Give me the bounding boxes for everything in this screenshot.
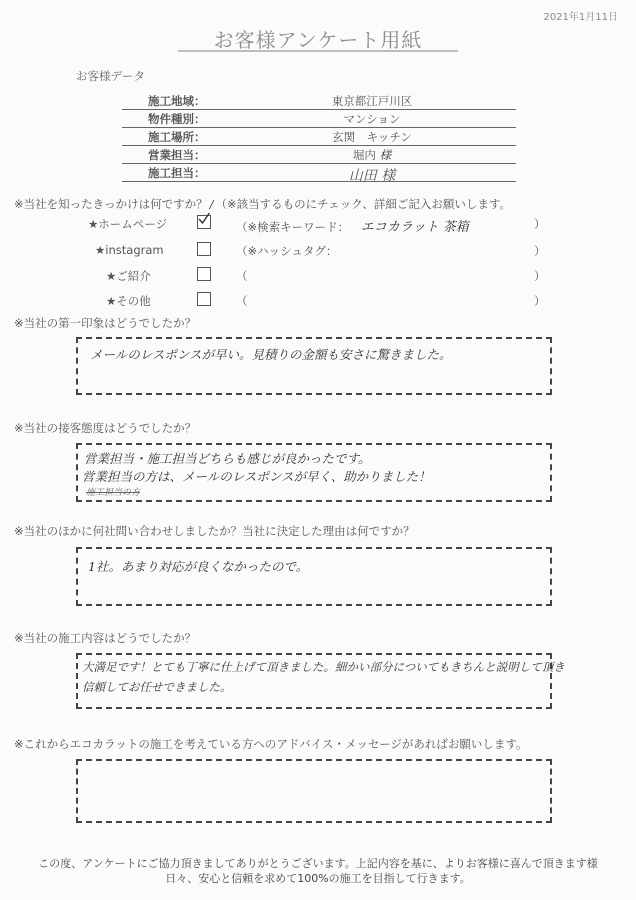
option-detail-referral: （ — [236, 269, 248, 283]
row-label: 施工場所： — [148, 130, 206, 144]
close-paren: ） — [534, 294, 546, 308]
footer-line-1: この度、アンケートにご協力頂きましてありがとうございます。上記内容を基に、よりお客様に喜んで頂きます様 — [38, 857, 598, 870]
close-paren: ） — [534, 217, 546, 231]
answer-box-service[interactable] — [76, 443, 552, 502]
answer-line: 営業担当の方は、メールのレスポンスが早く、助かりました！ — [82, 469, 431, 484]
question-3: ※当社の接客態度はどうでしたか？ — [14, 421, 197, 435]
survey-date: 2021年1月11日 — [543, 12, 618, 23]
checkbox-referral[interactable] — [197, 267, 211, 281]
footer-line-2: 日々、安心と信頼を求めて100%の施工を目指して行きます。 — [165, 872, 471, 885]
answer-line: 1社。あまり対応が良くなかったので。 — [88, 559, 309, 574]
option-label-homepage: ★ホームページ — [88, 217, 168, 231]
answer-line: 信頼してお任せできました。 — [82, 680, 232, 694]
close-paren: ） — [534, 269, 546, 283]
answer-box-first-impression[interactable] — [76, 337, 552, 395]
row-label: 施工担当： — [148, 166, 206, 180]
question-6: ※これからエコカラットの施工を考えている方へのアドバイス・メッセージがあればお願いします。 — [14, 737, 528, 751]
row-value: 東京都江戸川区 — [331, 94, 413, 108]
answer-box-work-quality[interactable] — [76, 653, 565, 709]
question-4: ※当社のほかに何社問い合わせしましたか？当社に決定した理由は何ですか？ — [14, 524, 415, 538]
option-label-instagram: ★instagram — [95, 243, 164, 257]
option-detail-other: （ — [236, 294, 248, 308]
answer-box-advice[interactable] — [76, 759, 552, 823]
option-label-referral: ★ご紹介 — [106, 269, 151, 283]
customer-row-installer — [122, 164, 516, 182]
page-title: お客様アンケート用紙 — [213, 28, 423, 52]
customer-row-area — [122, 92, 516, 110]
row-label: 物件種別： — [148, 112, 206, 126]
search-keyword-value: エコカラット 茶箱 — [360, 220, 469, 235]
row-value: 玄関 キッチン — [332, 130, 412, 144]
customer-row-property — [122, 110, 516, 128]
row-label: 施工地域： — [148, 94, 206, 108]
checkbox-instagram[interactable] — [197, 242, 211, 256]
question-1: ※当社を知ったきっかけは何ですか？ / （※該当するものにチェック、詳細ご記入お願いします。 — [14, 197, 511, 211]
customer-row-location — [122, 128, 516, 146]
customer-row-sales — [122, 146, 516, 164]
title-underline — [178, 50, 458, 52]
checkbox-homepage[interactable] — [197, 215, 211, 229]
row-value-handwritten: 山田 様 — [348, 168, 396, 184]
answer-line: 大満足です！とても丁寧に仕上げて頂きました。細かい部分についてもきちんと説明して頂き — [82, 660, 565, 674]
question-2: ※当社の第一印象はどうでしたか？ — [14, 316, 197, 330]
row-label: 営業担当： — [148, 148, 206, 162]
answer-line: 営業担当・施工担当どちらも感じが良かったです。 — [84, 451, 371, 466]
question-5: ※当社の施工内容はどうでしたか？ — [14, 631, 197, 645]
struck-text: 施工担当の方 — [86, 488, 141, 498]
option-label-other: ★その他 — [106, 294, 151, 308]
customer-data-label: お客様データ — [76, 69, 145, 83]
handwritten-suffix: 様 — [379, 148, 392, 162]
option-detail-instagram: （※ハッシュタグ： — [236, 244, 338, 258]
close-paren: ） — [534, 244, 546, 258]
row-value: 堀内 様 — [352, 148, 392, 162]
check-mark-icon — [198, 213, 210, 225]
checkbox-other[interactable] — [197, 292, 211, 306]
option-detail-homepage: （※検索キーワード： エコカラット 茶箱 — [236, 220, 469, 235]
row-value: マンション — [343, 112, 401, 126]
answer-box-comparison[interactable] — [76, 547, 552, 606]
answer-line: メールのレスポンスが早い。見積りの金額も安さに驚きました。 — [90, 347, 452, 362]
